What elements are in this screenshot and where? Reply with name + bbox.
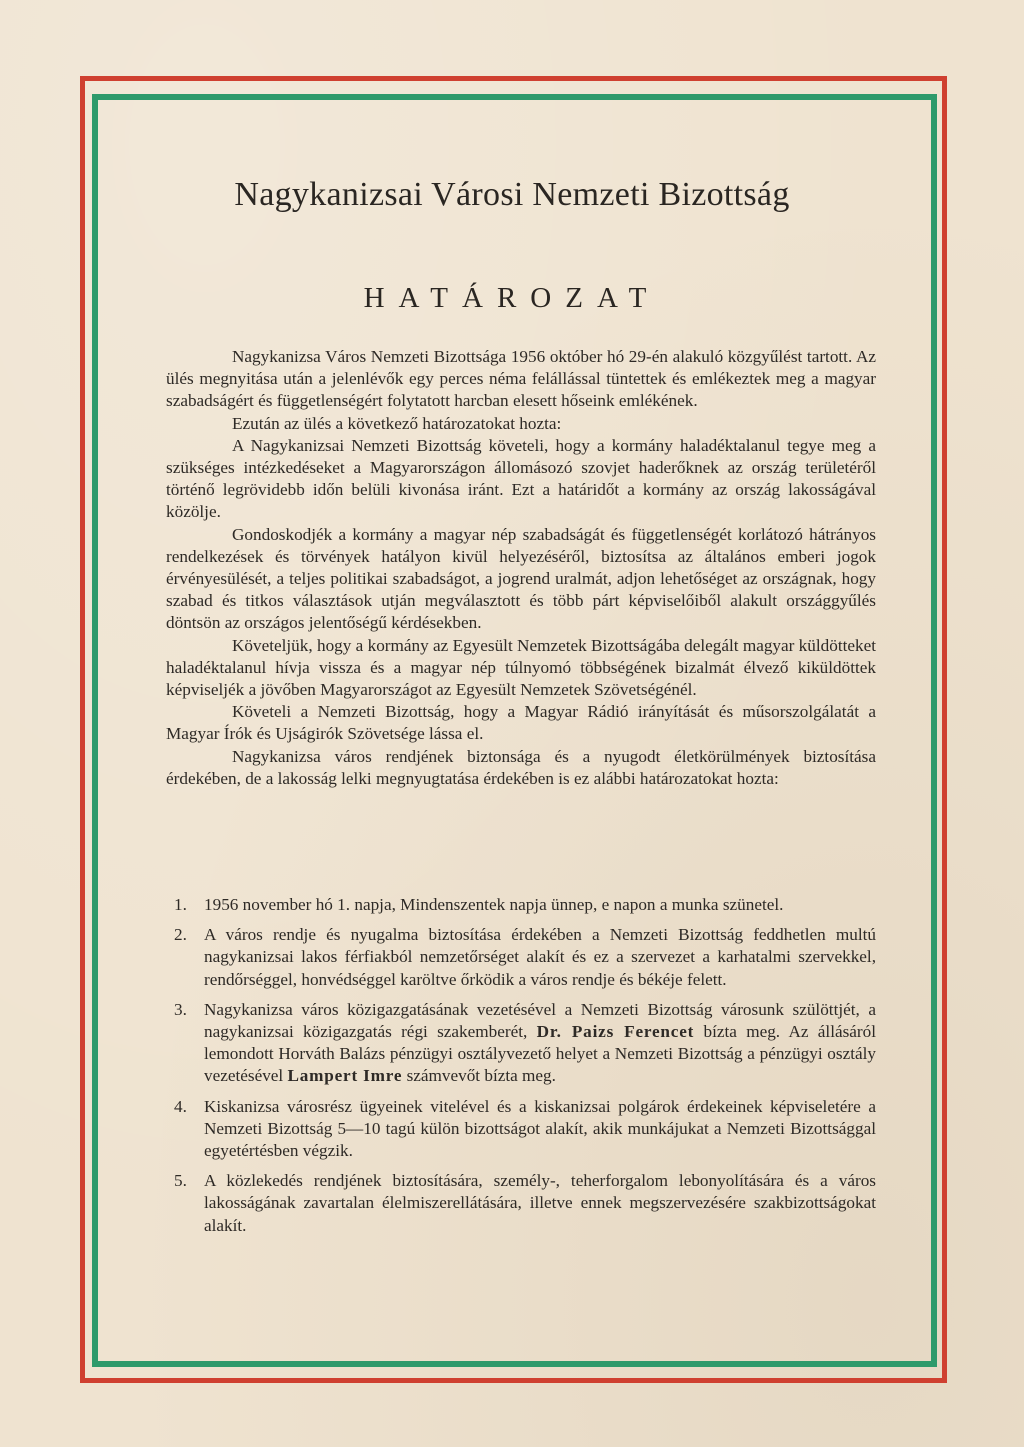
paragraph: A Nagykanizsai Nemzeti Bizottság követeli, hogy a kormány haladéktalanul tegye meg a szükséges intézkedéseket a Magyarországon állomásozó szovjet haderőknek az ország területéről történő legrövidebb időn belüli kivonása iránt. Ezt a határidőt a kormány az ország lakosságával közölje. bbox=[166, 435, 876, 522]
list-item-text: 1956 november hó 1. napja, Mindenszentek napja ünnep, e napon a munka szünetel. bbox=[204, 895, 784, 914]
list-item bbox=[166, 1096, 876, 1163]
list-item bbox=[166, 1170, 876, 1237]
list-number: 3. bbox=[174, 999, 187, 1019]
list-number: 4. bbox=[174, 1096, 187, 1116]
list-item-text: bízta meg. Az állásáról lemondott Horváth Balázs pénzügyi osztályvezető helyet a Nemzeti Bizottság a pénzügyi osztály vezetésével bbox=[204, 1022, 877, 1086]
appointee-name: Dr. Paizs Ferencet bbox=[536, 1022, 695, 1042]
paragraph: Gondoskodjék a kormány a magyar nép szabadságát és függetlenségét korlátozó hátrányos rendelkezések és törvények hatályon kivül helyezéséről, biztosítsa az általános emberi jogok érvényesülését, a teljes politikai szabadságot, a jogrend uralmát, adjon lehetőséget az országnak, hogy szabad és titkos választások utján megválasztott és több párt képviselőiből alakult országgyűlés döntsön az országos jelentőségű kérdésekben. bbox=[166, 524, 876, 633]
document-heading: HATÁROZAT bbox=[363, 282, 661, 314]
appointee-name: Lampert Imre bbox=[287, 1066, 403, 1086]
list-item-text: A közlekedés rendjének biztosítására, személy-, teherforgalom lebonyolítására és a város lakosságának zavartalan élelmiszerellátására, illetve ennek megszervezésére szakbizottságokat alakít. bbox=[204, 1171, 876, 1235]
list-item bbox=[166, 894, 876, 916]
list-item-text: A város rendje és nyugalma biztosítása érdekében a Nemzeti Bizottság feddhetlen multú nagykanizsai lakos férfiakból nemzetőrséget alakít és ez a szervezet a karhatalmi szervekkel, rendőrséggel, honvédséggel karöltve őrködik a város rendje és békéje felett. bbox=[204, 925, 876, 989]
paragraph: Követeli a Nemzeti Bizottság, hogy a Magyar Rádió irányítását és műsorszolgálatát a Magyar Írók és Ujságirók Szövetsége lássa el. bbox=[166, 702, 876, 744]
list-item bbox=[166, 999, 876, 1088]
list-number: 2. bbox=[174, 925, 187, 945]
paragraph: Nagykanizsa város rendjének biztonsága és a nyugodt életkörülmények biztosítása érdekében, de a lakosság lelki megnyugtatása érdekében is ez alábbi határozatokat hozta: bbox=[166, 746, 876, 788]
paragraph: Követeljük, hogy a kormány az Egyesült Nemzetek Bizottságába delegált magyar küldötteket haladéktalanul hívja vissza és a magyar nép túlnyomó többségének bizalmát élvező kiküldöttek képviseljék a jövőben Magyarországot az Egyesült Nemzetek Szövetségénél. bbox=[166, 635, 876, 700]
list-item bbox=[166, 924, 876, 991]
list-item-text: számvevőt bízta meg. bbox=[406, 1066, 556, 1086]
list-number: 5. bbox=[174, 1171, 187, 1191]
resolution-body bbox=[166, 346, 876, 790]
list-item-text: Kiskanizsa városrész ügyeinek vitelével és a kiskanizsai polgárok érdekeinek képviseletére a Nemzeti Bizottság 5—10 tagú külön bizottságot alakít, akik munkájukat a Nemzeti Bizottsággal egyetértésben végzik. bbox=[204, 1096, 876, 1161]
list-number: 1. bbox=[174, 895, 187, 914]
paragraph: Ezután az ülés a következő határozatokat hozta: bbox=[232, 413, 562, 433]
list-item-text: Nagykanizsa város közigazgatásának vezetésével a Nemzeti Bizottság városunk szülöttjét, a nagykanizsai közigazgatás régi szakemberét, bbox=[204, 999, 876, 1042]
paragraph: Nagykanizsa Város Nemzeti Bizottsága 1956 október hó 29-én alakuló közgyűlést tartott. Az ülés megnyitása után a jelenlévők egy perces néma felállással tüntettek és emlékeztek meg a magyar szabadságért és függetlenségért folytatott harcban elesett hőseink emlékének. bbox=[166, 347, 876, 411]
resolution-list bbox=[166, 894, 876, 1237]
document-title: Nagykanizsai Városi Nemzeti Bizottság bbox=[234, 176, 790, 213]
